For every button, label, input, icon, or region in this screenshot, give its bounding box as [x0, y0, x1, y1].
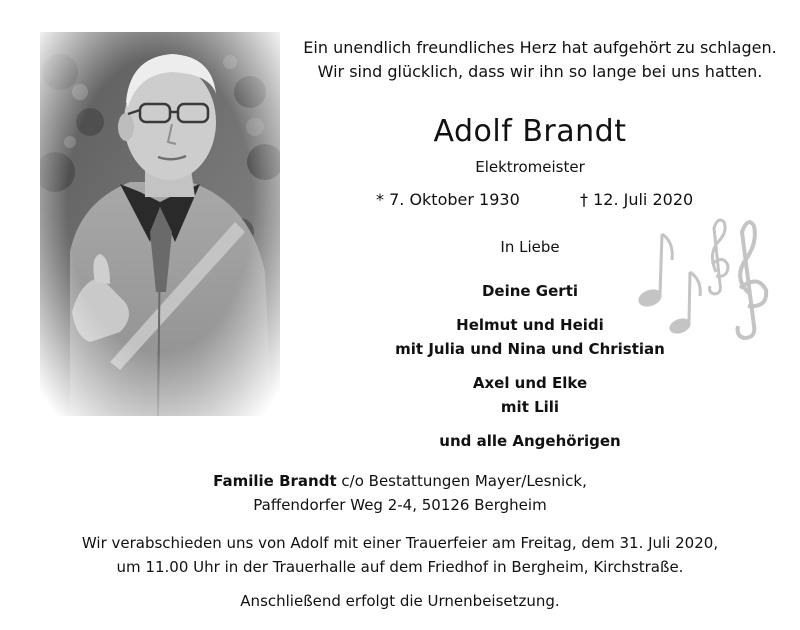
mourner-group-2-line-1: Helmut und Heidi: [456, 316, 604, 334]
mourner-group-3-line-2: mit Lili: [500, 398, 560, 416]
mourner-group-3-line-1: Axel und Elke: [472, 374, 588, 392]
ceremony-line-1: Wir verabschieden uns von Adolf mit einer Trauerfeier am Freitag, dem 31. Juli 2020,: [81, 534, 719, 552]
quote-line-2: Wir sind glücklich, dass wir ihn so lange bei uns hatten.: [317, 62, 763, 81]
address-street: Paffendorfer Weg 2-4, 50126 Bergheim: [253, 496, 547, 514]
birth-date: * 7. Oktober 1930: [376, 190, 520, 209]
mourner-group-1: Deine Gerti: [481, 282, 579, 300]
in-love-intro: In Liebe: [500, 238, 560, 256]
care-of: c/o Bestattungen Mayer/Lesnick,: [341, 472, 587, 490]
family-name: Familie Brandt: [213, 472, 337, 490]
mourner-group-4: und alle Angehörigen: [439, 432, 621, 450]
address-line-1: [0, 472, 800, 490]
death-date: † 12. Juli 2020: [580, 190, 694, 209]
ceremony-line-3: Anschließend erfolgt die Urnenbeisetzung.: [240, 592, 560, 610]
mourner-group-2-line-2: mit Julia und Nina und Christian: [395, 340, 665, 358]
deceased-occupation: Elektromeister: [475, 158, 585, 176]
portrait-photo: [40, 32, 280, 416]
ceremony-line-2: um 11.00 Uhr in der Trauerhalle auf dem Friedhof in Bergheim, Kirchstraße.: [116, 558, 684, 576]
quote-line-1: Ein unendlich freundliches Herz hat aufgehört zu schlagen.: [303, 38, 777, 57]
deceased-name: Adolf Brandt: [433, 114, 627, 149]
